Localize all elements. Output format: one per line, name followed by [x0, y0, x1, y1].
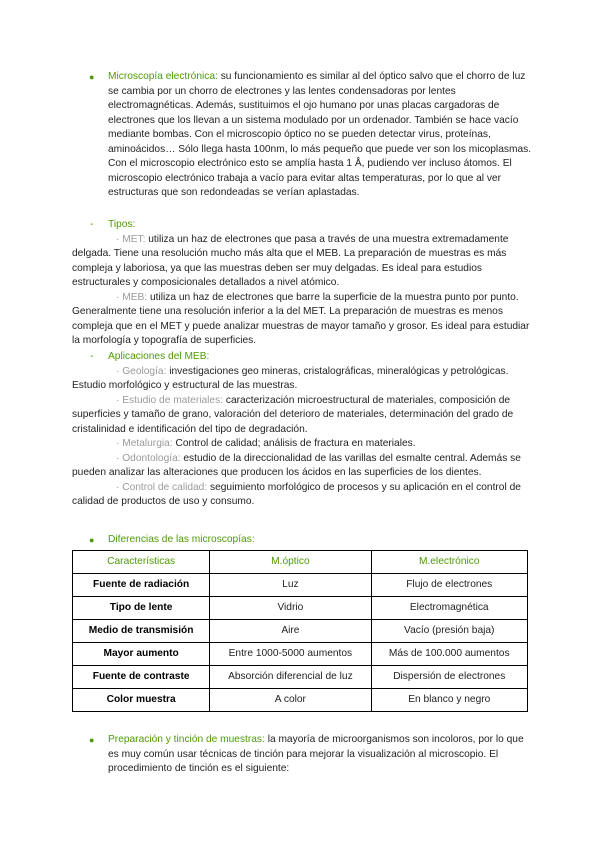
app-item: [72, 394, 532, 438]
table-cell: Absorción diferencial de luz: [210, 666, 371, 689]
table-cell: Mayor aumento: [73, 643, 210, 666]
dash-icon: -: [90, 351, 94, 362]
app-text: Control de calidad; análisis de fractura en materiales.: [172, 438, 416, 449]
table-cell: Vacío (presión baja): [371, 620, 528, 643]
table-cell: Medio de transmisión: [73, 620, 210, 643]
dash-icon: -: [90, 219, 94, 230]
meb-label: · MEB:: [116, 291, 148, 303]
table-row: [73, 597, 528, 620]
table-row: [73, 643, 528, 666]
paragraph: [108, 70, 532, 201]
table-row: [73, 574, 528, 597]
app-label: · Odontología:: [116, 452, 181, 464]
met-paragraph: [72, 233, 532, 291]
section-text: su funcionamiento es similar al del óptico salvo que el chorro de luz se cambia por un chorro de electrones y las lentes condensadoras por lentes electromagnéticas. Además, sustituimos el ojo humano por unas placas cargadoras de electrones que los llevan a un sistema modulado por un ordenador. También se hace vacío mediante bombas. Con el microscopio óptico no se pueden detectar virus, proteínas, aminoácidos… Sólo llega hasta 100nm, lo más pequeño que puede ver son los micoplasmas. Con el microscopio electrónico esto se amplía hasta 1 Å, pudiendo ver incluso átomos. El microscopio electrónico trabaja a vacío para evitar altas temperaturas, por lo que al ver estructuras que son redondeadas se verían aplastadas.: [108, 71, 532, 198]
table-cell: Entre 1000-5000 aumentos: [210, 643, 371, 666]
app-text: caracterización microestructural de materiales, composición de superficies y tamaño de grano, valoración del deterioro de materiales, determinación del grado de cristalinidad e identificación del tipo de degradación.: [72, 394, 514, 435]
table-cell: A color: [210, 689, 371, 712]
section-title: Microscopía electrónica:: [108, 71, 218, 82]
bullet-icon: ●: [89, 535, 95, 545]
table-header-cell: M.electrónico: [371, 551, 528, 574]
table-cell: Fuente de radiación: [73, 574, 210, 597]
diferencias-title: Diferencias de las microscopías:: [108, 534, 255, 545]
app-item: [72, 481, 532, 510]
tipos-title: Tipos:: [108, 219, 136, 230]
met-text: utiliza un haz de electrones que pasa a través de una muestra extremadamente delgada. Tiene una resolución mucho más alta que el MEB. La preparación de muestras es más compleja y laboriosa, ya que las muestras deben ser muy delgadas. Es ideal para estudios estructurales y composicionales detallados a nivel atómico.: [72, 233, 509, 288]
app-item: [72, 365, 532, 394]
table-row: [73, 689, 528, 712]
app-label: · Control de calidad:: [116, 481, 208, 493]
meb-text: utiliza un haz de electrones que barre la superficie de la muestra punto por punto. Generalmente tiene una resolución inferior a la del MET. La preparación de muestras es menos compleja que en el MET y puede analizar muestras de mayor tamaño y grosor. Es ideal para estudiar la morfología y topografía de superficies.: [72, 291, 530, 346]
table-cell: Color muestra: [73, 689, 210, 712]
table-cell: Aire: [210, 620, 371, 643]
table-cell: En blanco y negro: [371, 689, 528, 712]
aplicaciones-title: Aplicaciones del MEB:: [108, 351, 210, 362]
section-tipos: [72, 218, 532, 349]
table-cell: Más de 100.000 aumentos: [371, 643, 528, 666]
table-cell: Flujo de electrones: [371, 574, 528, 597]
table-cell: Vidrio: [210, 597, 371, 620]
app-item: [72, 452, 532, 481]
table-header-cell: Características: [73, 551, 210, 574]
section-aplicaciones: [72, 350, 532, 510]
bullet-icon: ●: [89, 72, 95, 82]
app-text: seguimiento morfológico de procesos y su aplicación en el control de calidad de productos de uso y consumo.: [72, 481, 521, 507]
table-cell: Tipo de lente: [73, 597, 210, 620]
meb-paragraph: [72, 291, 532, 349]
preparacion-title: Preparación y tinción de muestras:: [108, 734, 265, 745]
table-header-cell: M.óptico: [210, 551, 371, 574]
table-row: [73, 620, 528, 643]
app-text: investigaciones geo mineras, cristalográficas, mineralógicas y petrológicas. Estudio morfológico y estructural de las muestras.: [72, 365, 509, 391]
table-row: [73, 666, 528, 689]
table-cell: Luz: [210, 574, 371, 597]
table-cell: Electromagnética: [371, 597, 528, 620]
comparison-table: [72, 550, 528, 712]
bullet-icon: ●: [89, 735, 95, 745]
section-diferencias: [72, 533, 532, 548]
table-cell: Dispersión de electrones: [371, 666, 528, 689]
app-label: · Geología:: [116, 365, 167, 377]
section-preparacion: [72, 733, 532, 777]
section-microscopia-electronica: [72, 70, 532, 201]
met-label: · MET:: [116, 233, 146, 245]
table-cell: Fuente de contraste: [73, 666, 210, 689]
paragraph: [108, 733, 532, 777]
table-header-row: [73, 551, 528, 574]
app-label: · Estudio de materiales:: [116, 394, 224, 406]
app-label: · Metalurgia:: [116, 438, 173, 449]
app-text: estudio de la direccionalidad de las varillas del esmalte central. Además se pueden analizar las alteraciones que producen los ácidos en las superficies de los dientes.: [72, 452, 521, 478]
preparacion-text: la mayoría de microorganismos son incoloros, por lo que es muy común usar técnicas de tinción para mejorar la visualización al microscopio. El procedimiento de tinción es el siguiente:: [108, 734, 524, 774]
app-item: [72, 437, 532, 452]
